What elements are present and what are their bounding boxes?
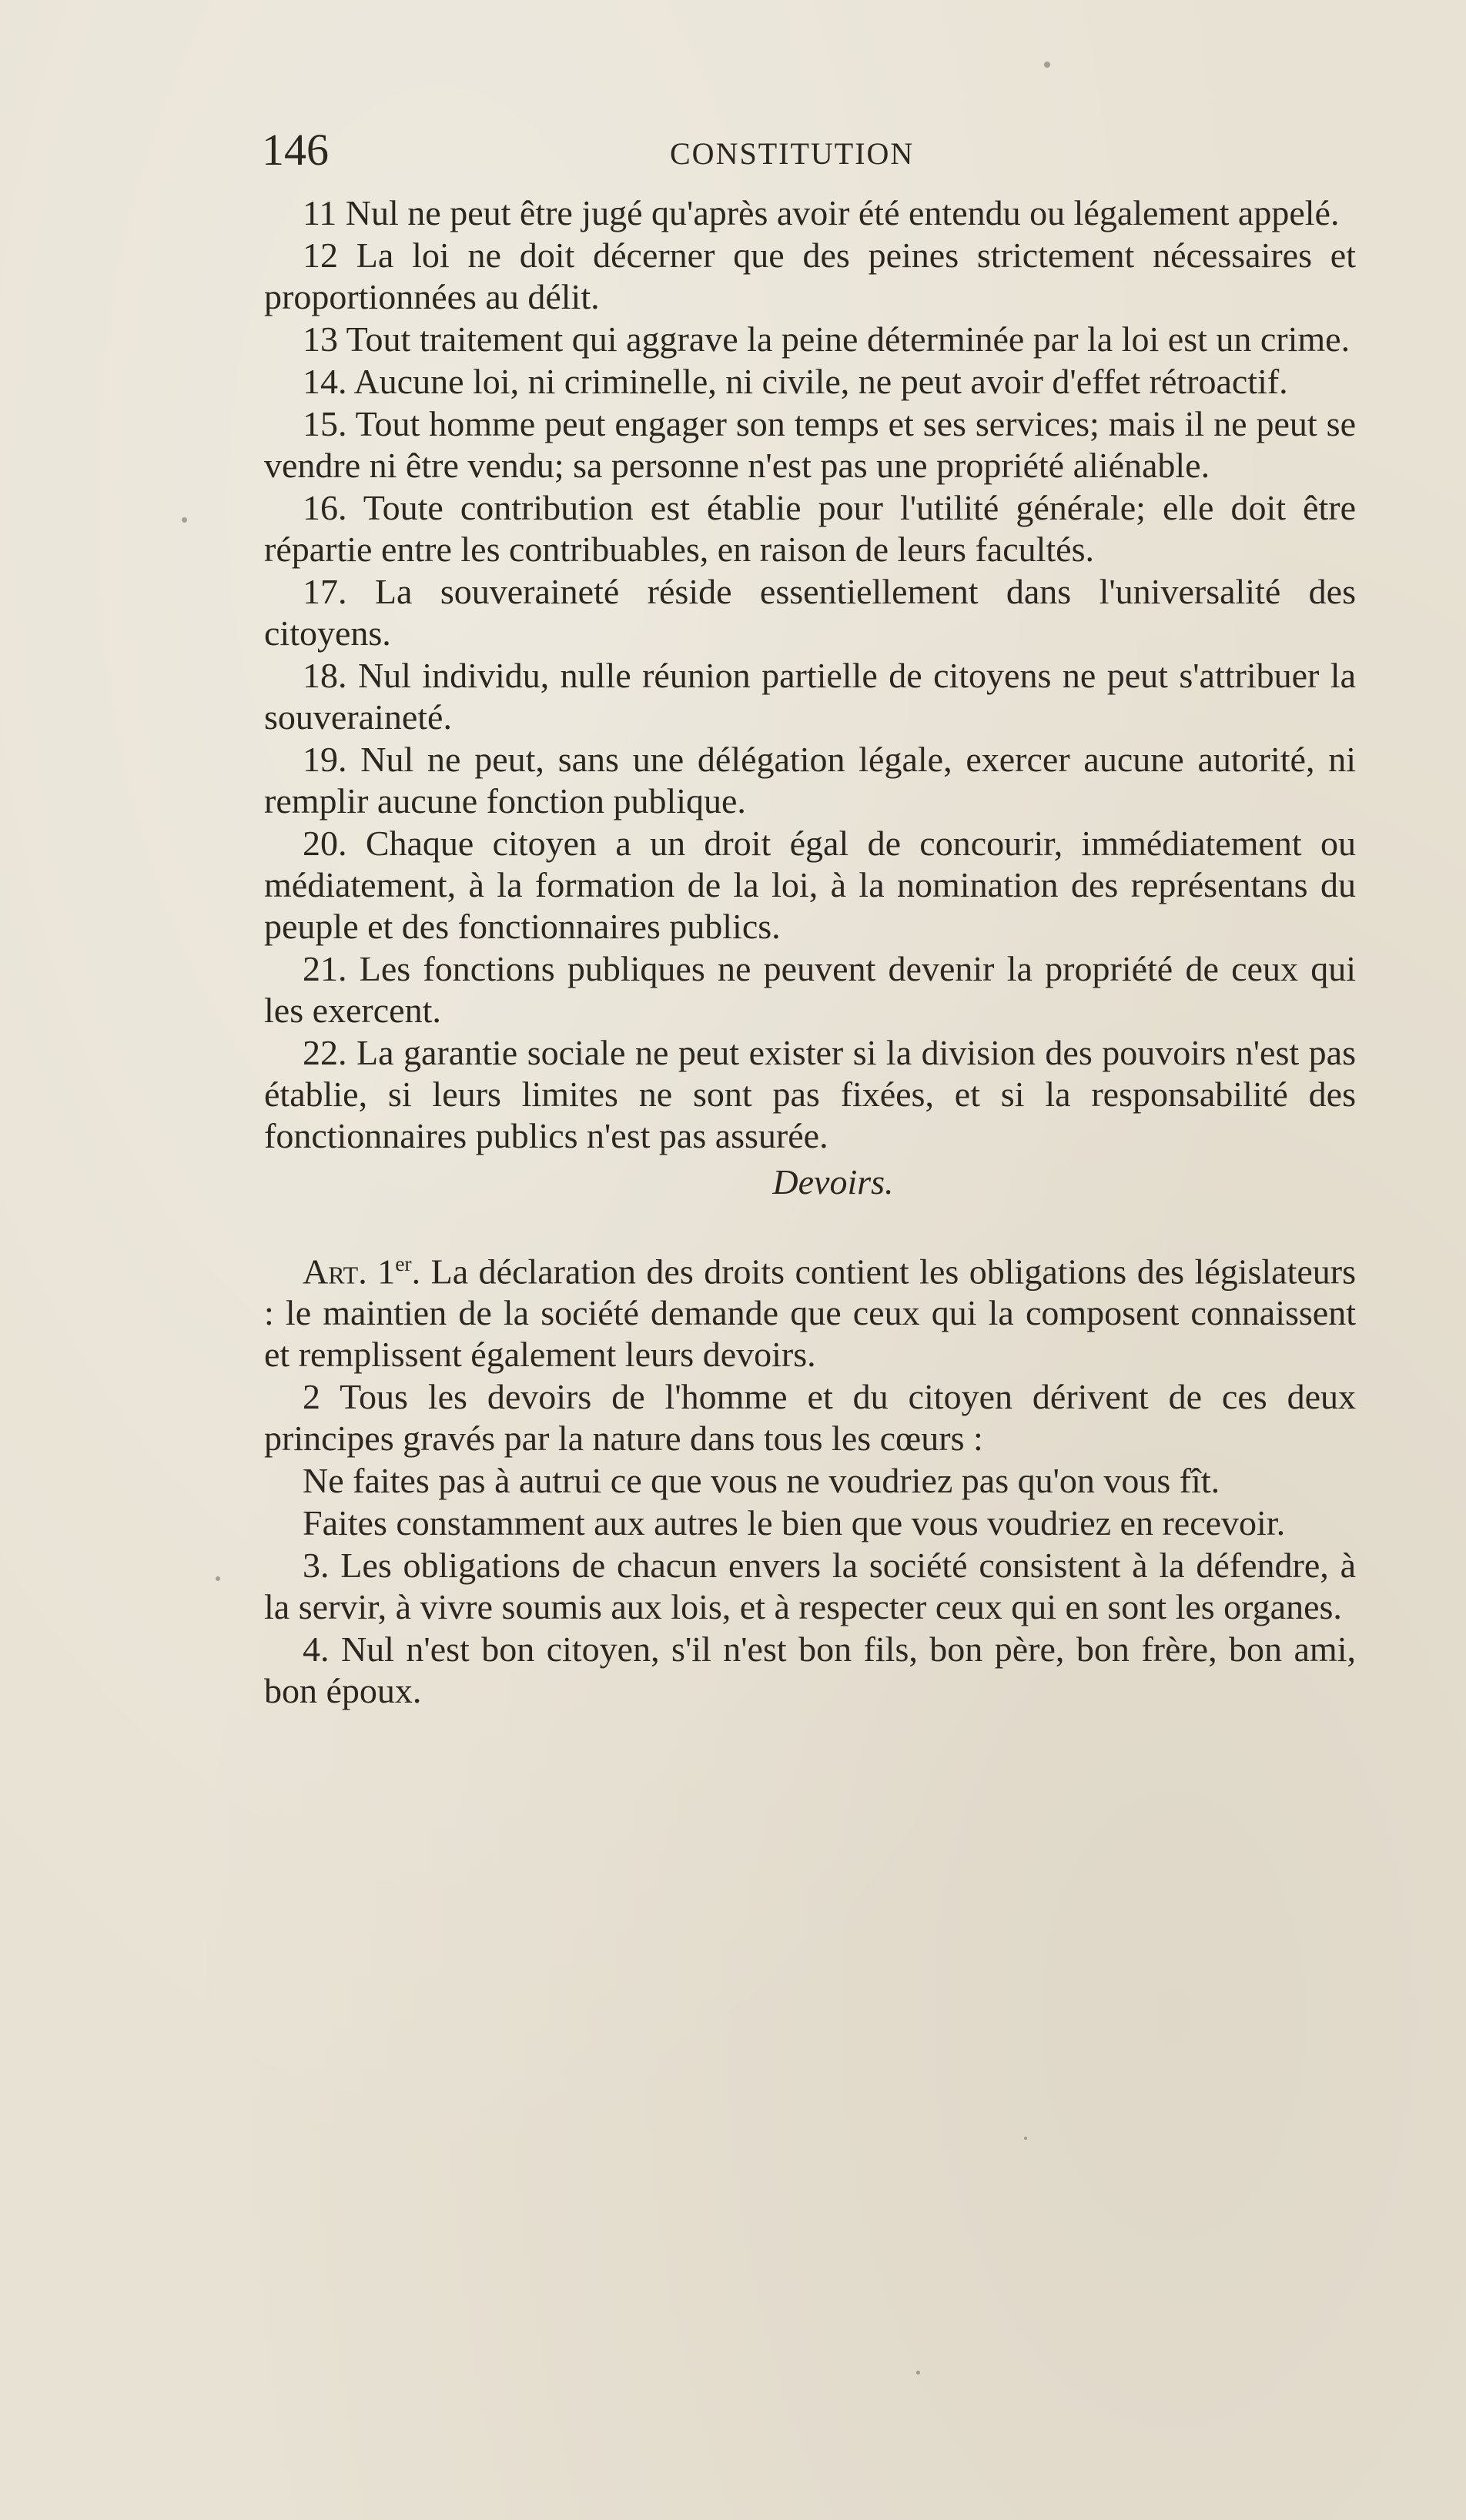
duty-article-1	[264, 1243, 1356, 1375]
article-superscript: er	[395, 1252, 412, 1275]
article-12: 12 La loi ne doit décerner que des peines strictement nécessaires et proportionnées au délit.	[264, 236, 1356, 316]
article-19: 19. Nul ne peut, sans une délégation légale, exercer aucune autorité, ni remplir aucune fonction publique.	[264, 740, 1356, 821]
maxim-1: Ne faites pas à autrui ce que vous ne voudriez pas qu'on vous fît.	[303, 1461, 1220, 1501]
foxing-speck	[182, 517, 187, 523]
article-21: 21. Les fonctions publiques ne peuvent devenir la propriété de ceux qui les exercent.	[264, 949, 1356, 1030]
article-22: 22. La garantie sociale ne peut exister si la division des pouvoirs n'est pas établie, si leurs limites ne sont pas fixées, et si la responsabilité des fonctionnaires publics n'est pas assurée.	[264, 1033, 1356, 1155]
article-13: 13 Tout traitement qui aggrave la peine déterminée par la loi est un crime.	[303, 319, 1351, 359]
duty-article-3: 3. Les obligations de chacun envers la société consistent à la défendre, à la servir, à vivre soumis aux lois, et à respecter ceux qui en sont les organes.	[264, 1546, 1356, 1627]
foxing-speck	[1044, 62, 1050, 68]
article-15: 15. Tout homme peut engager son temps et ses services; mais il ne peut se vendre ni être vendu; sa personne n'est pas une propriété aliénable.	[264, 404, 1356, 485]
page-number: 146	[262, 125, 329, 175]
maxim-2: Faites constamment aux autres le bien que vous voudriez en recevoir.	[303, 1503, 1286, 1543]
section-heading-devoirs: Devoirs.	[772, 1162, 894, 1202]
article-11: 11 Nul ne peut être jugé qu'après avoir été entendu ou légalement appelé.	[303, 193, 1340, 232]
running-head: CONSTITUTION	[670, 136, 915, 171]
article-1-text: . La déclaration des droits contient les obligations des législateurs : le maintien de la société demande que ceux qui la composent connaissent et remplissent également leurs devoirs.	[264, 1252, 1356, 1375]
article-14: 14. Aucune loi, ni criminelle, ni civile, ne peut avoir d'effet rétroactif.	[303, 362, 1288, 401]
foxing-speck	[216, 1576, 220, 1581]
document-body	[264, 192, 1356, 1713]
duty-article-2: 2 Tous les devoirs de l'homme et du citoyen dérivent de ces deux principes gravés par la nature dans tous les cœurs :	[264, 1377, 1356, 1459]
duty-article-4: 4. Nul n'est bon citoyen, s'il n'est bon fils, bon père, bon frère, bon ami, bon époux.	[264, 1629, 1356, 1711]
article-17: 17. La souveraineté réside essentiellement dans l'universalité des citoyens.	[264, 572, 1356, 653]
article-20: 20. Chaque citoyen a un droit égal de concourir, immédiatement ou médiatement, à la formation de la loi, à la nomination des représentans du peuple et des fonctionnaires publics.	[264, 824, 1356, 946]
foxing-speck	[916, 2371, 920, 2375]
article-16: 16. Toute contribution est établie pour l'utilité générale; elle doit être répartie entre les contribuables, en raison de leurs facultés.	[264, 488, 1356, 569]
foxing-speck	[1024, 2137, 1027, 2140]
page-header	[262, 123, 1355, 177]
article-label: Art. 1	[303, 1252, 396, 1292]
article-18: 18. Nul individu, nulle réunion partielle de citoyens ne peut s'attribuer la souveraineté.	[264, 656, 1356, 737]
